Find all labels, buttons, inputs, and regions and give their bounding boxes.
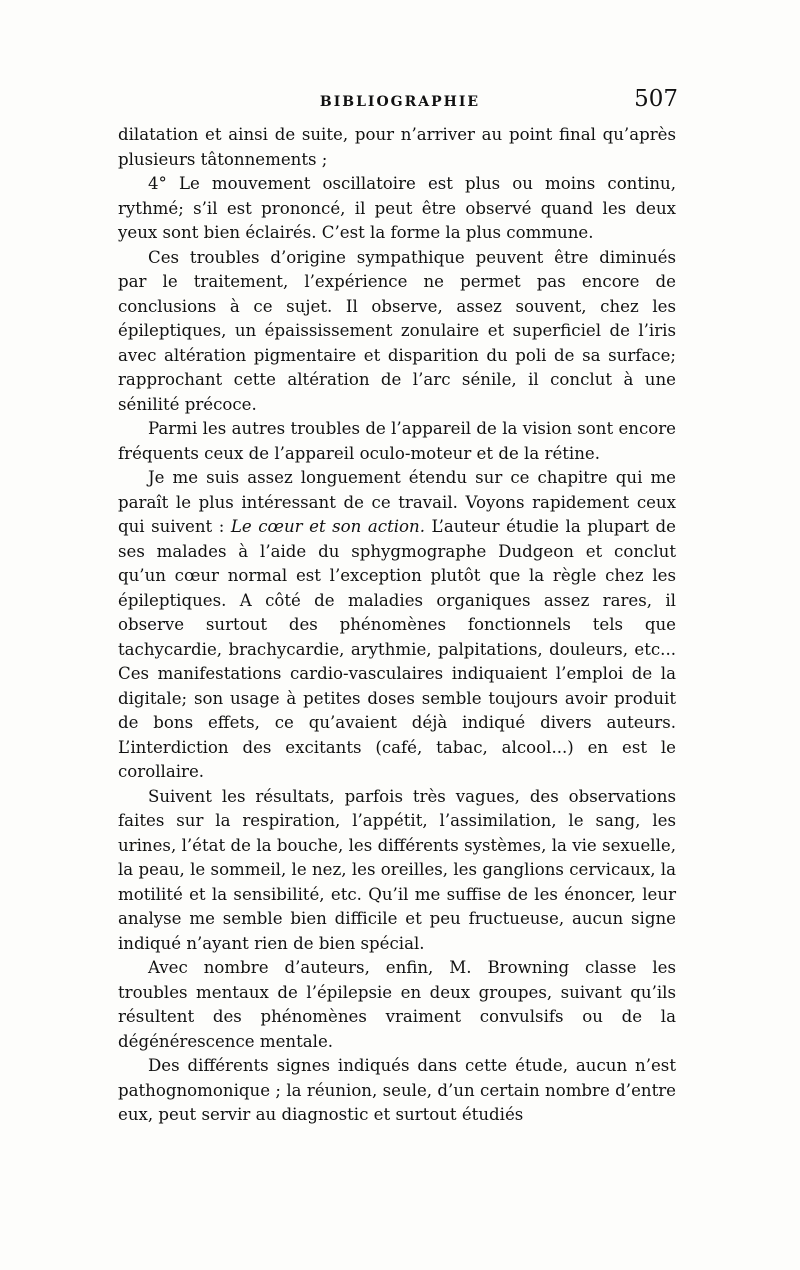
paragraph-5-part-1: Je me suis assez longuement étendu sur ce chapitre qui me paraît le plus intéressant de ce travail. Voyons rapidement ceux qui suivent : (118, 468, 676, 536)
body-text (118, 123, 676, 1128)
paragraph-4: Parmi les autres troubles de l’appareil de la vision sont encore fréquents ceux de l’appareil oculo-moteur et de la rétine. (118, 419, 676, 463)
running-head (116, 86, 684, 126)
paragraph-2: 4° Le mouvement oscillatoire est plus ou moins continu, rythmé; s’il est prononcé, il peut être observé quand les deux yeux sont bien éclairés. C’est la forme la plus commune. (118, 174, 676, 242)
paragraph-6: Suivent les résultats, parfois très vagues, des observations faites sur la respiration, l’appétit, l’assimilation, le sang, les urines, l’état de la bouche, les différents systèmes, la vie sexuelle, la peau, le sommeil, le nez, les oreilles, les ganglions cervicaux, la motilité et la sensibilité, etc. Qu’il me suffise de les énoncer, leur analyse me semble bien difficile et peu fructueuse, aucun signe indiqué n’ayant rien de bien spécial. (118, 786, 676, 953)
paragraph-8: Des différents signes indiqués dans cette étude, aucun n’est pathognomonique ; la réunion, seule, d’un certain nombre d’entre eux, peut servir au diagnostic et surtout étudiés (118, 1056, 676, 1124)
paragraph-5-part-2: L’auteur étudie la plupart de ses malades à l’aide du sphygmographe Dudgeon et conclut qu’un cœur normal est l’exception plutôt que la règle chez les épileptiques. A côté de maladies organiques assez rares, il observe surtout des phénomènes fonctionnels tels que tachycardie, brachycardie, arythmie, palpitations, douleurs, etc... Ces manifestations cardio-vasculaires indiquaient l’emploi de la digitale; son usage à petites doses semble toujours avoir produit de bons effets, ce qu’avaient déjà indiqué divers auteurs. L’interdiction des excitants (café, tabac, alcool...) en est le corollaire. (118, 517, 676, 781)
paragraph-3: Ces troubles d’origine sympathique peuvent être diminués par le traitement, l’expérience ne permet pas encore de conclusions à ce sujet. Il observe, assez souvent, chez les épileptiques, un épaississement zonulaire et superficiel de l’iris avec altération pigmentaire et disparition du poli de sa surface; rapprochant cette altération de l’arc sénile, il conclut à une sénilité précoce. (118, 247, 676, 414)
page-number: 507 (634, 86, 678, 112)
paragraph-7: Avec nombre d’auteurs, enfin, M. Browning classe les troubles mentaux de l’épilepsie en deux groupes, suivant qu’ils résultent des phénomènes vraiment convulsifs ou de la dégénérescence mentale. (118, 958, 676, 1051)
running-title: BIBLIOGRAPHIE (319, 94, 481, 110)
paragraph-1: dilatation et ainsi de suite, pour n’arriver au point final qu’après plusieurs tâtonnements ; (118, 125, 676, 169)
section-heading-italic: Le cœur et son action. (230, 517, 425, 536)
paragraph-5 (118, 466, 676, 785)
